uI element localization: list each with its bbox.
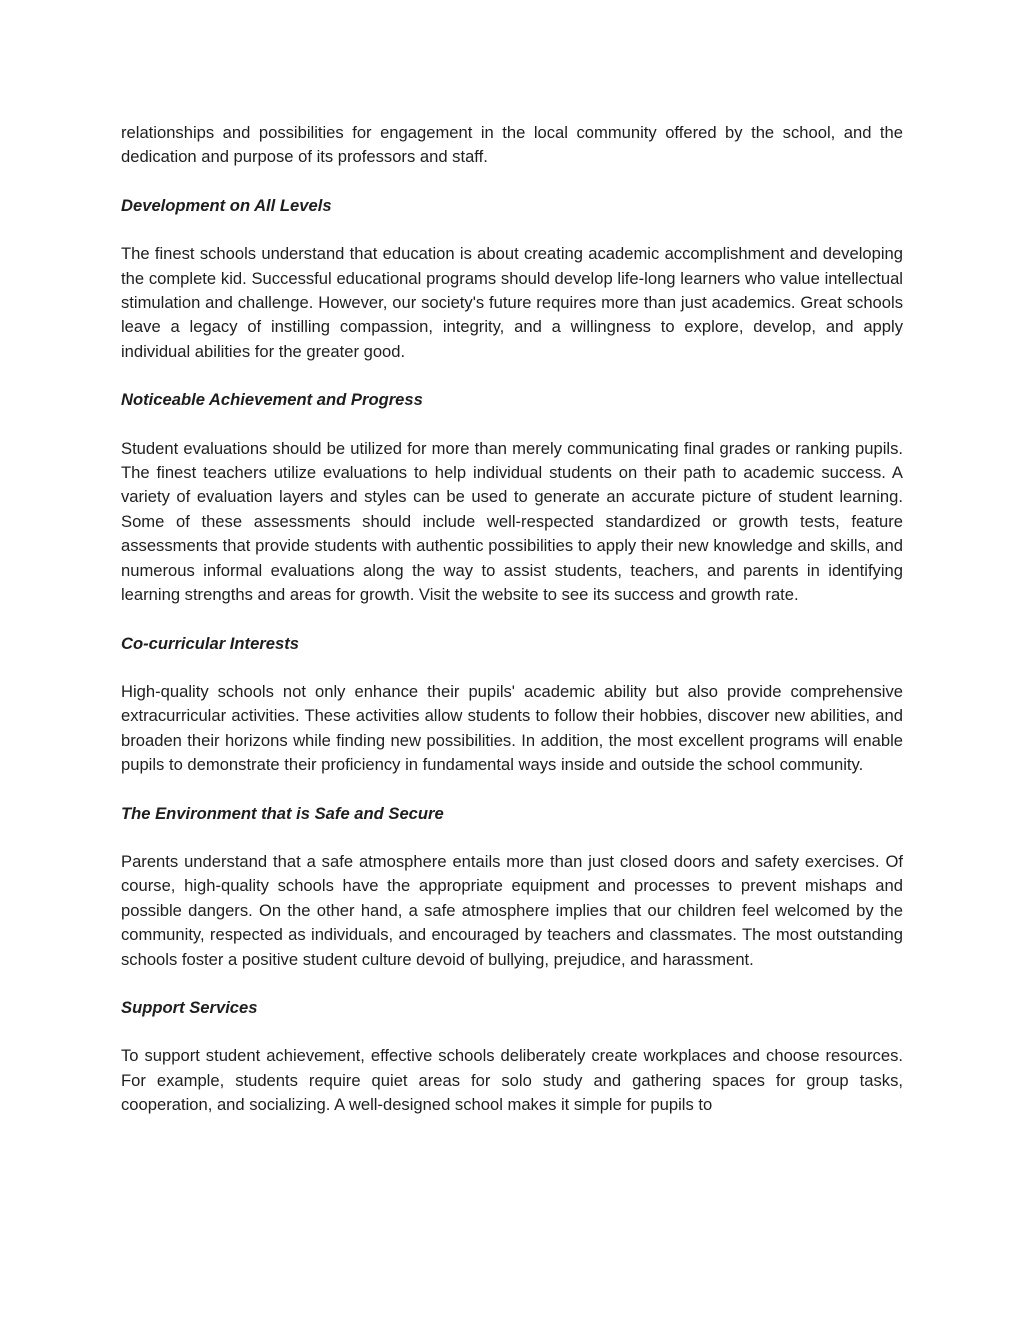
heading-environment: The Environment that is Safe and Secure	[121, 803, 444, 823]
paragraph-continuation: relationships and possibilities for engagement in the local community offered by the school, and the dedication and purpose of its professors and staff.	[121, 123, 903, 167]
heading-development: Development on All Levels	[121, 195, 332, 215]
heading-achievement: Noticeable Achievement and Progress	[121, 390, 423, 410]
paragraph-development: The finest schools understand that education is about creating academic accomplishment and developing the complete kid. Successful educational programs should develop life-long learners who value intellectual stimulation and challenge. However, our society's future requires more than just academics. Great schools leave a legacy of instilling compassion, integrity, and a willingness to explore, develop, and apply individual abilities for the greater good.	[121, 244, 903, 361]
document-page	[121, 121, 903, 1142]
paragraph-support-services: To support student achievement, effective schools deliberately create workplaces and choose resources. For example, students require quiet areas for solo study and gathering spaces for group tasks, cooperation, and socializing. A well-designed school makes it simple for pupils to	[121, 1046, 903, 1115]
paragraph-environment: Parents understand that a safe atmosphere entails more than just closed doors and safety exercises. Of course, high-quality schools have the appropriate equipment and processes to prevent mishaps and possible dangers. On the other hand, a safe atmosphere implies that our children feel welcomed by the community, respected as individuals, and encouraged by teachers and classmates. The most outstanding schools foster a positive student culture devoid of bullying, prejudice, and harassment.	[121, 851, 903, 969]
heading-support-services: Support Services	[121, 997, 258, 1017]
paragraph-co-curricular: High-quality schools not only enhance their pupils' academic ability but also provide comprehensive extracurricular activities. These activities allow students to follow their hobbies, discover new abilities, and broaden their horizons while finding new possibilities. In addition, the most excellent programs will enable pupils to demonstrate their proficiency in fundamental ways inside and outside the school community.	[121, 681, 903, 775]
heading-co-curricular: Co-curricular Interests	[121, 633, 299, 653]
paragraph-achievement: Student evaluations should be utilized for more than merely communicating final grades or ranking pupils. The finest teachers utilize evaluations to help individual students on their path to academic success. A variety of evaluation layers and styles can be used to generate an accurate picture of student learning. Some of these assessments should include well-respected standardized or growth tests, feature assessments that provide students with authentic possibilities to apply their new knowledge and skills, and numerous informal evaluations along the way to assist students, teachers, and parents in identifying learning strengths and areas for growth. Visit the website to see its success and growth rate.	[121, 438, 903, 605]
